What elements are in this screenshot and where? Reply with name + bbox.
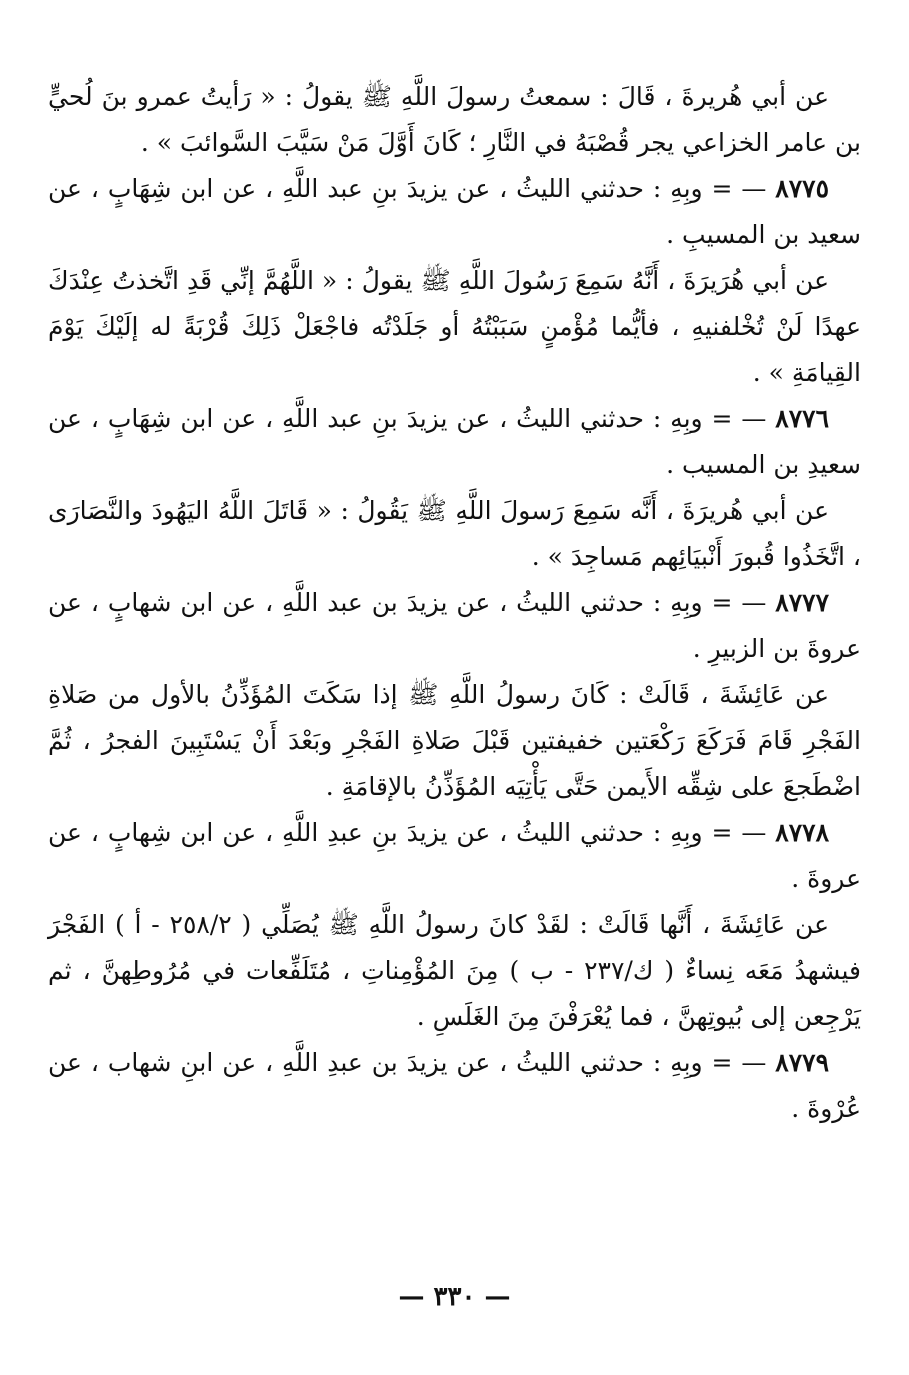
hadith-number: ٨٧٧٥ [775,174,829,203]
hadith-chain-8778: ٨٧٧٨ — = وبِهِ : حدثني الليثُ ، عن يزيدَ بنِ عبدِ اللَّهِ ، عن ابن شِهابٍ ، عن عروةَ . [48,818,861,893]
hadith-text-8774: عن أبي هُريرةَ ، قَالَ : سمعتُ رسولَ اللَّهِ ﷺ يقولُ : « رَأيتُ عمرو بنَ لُحيٍّ بن عامر الخزاعي يجر قُصْبَهُ في النَّارِ ؛ كَانَ أَوَّلَ مَنْ سَيَّبَ السَّوائبَ » . [48,82,861,157]
hadith-number: ٨٧٧٨ [775,818,829,847]
hadith-number: ٨٧٧٩ [775,1048,829,1077]
hadith-text-8775: عن أبي هُرَيرَةَ ، أَنَّهُ سَمِعَ رَسُولَ اللَّهِ ﷺ يقولُ : « اللَّهُمَّ إنِّي قَدِ اتَّخذتُ عِنْدَكَ عهدًا لَنْ تُخْلفنيهِ ، فأيُّما مُؤْمنٍ سَبَبْتُهُ أو جَلَدْتُه فاجْعَلْ ذَلِكَ قُرْبَةً له إلَيْكَ يَوْمَ القِيامَةِ » . [48,266,861,387]
hadith-chain-8775: ٨٧٧٥ — = وبِهِ : حدثني الليثُ ، عن يزيدَ بنِ عبد اللَّهِ ، عن ابن شِهَابٍ ، عن سعيد بن المسيبِ . [48,174,861,249]
hadith-chain-8776: ٨٧٧٦ — = وبِهِ : حدثني الليثُ ، عن يزيدَ بنِ عبد اللَّهِ ، عن ابن شِهَابٍ ، عن سعيدِ بن المسيب . [48,404,861,479]
hadith-chain-8777: ٨٧٧٧ — = وبِهِ : حدثني الليثُ ، عن يزيدَ بن عبد اللَّهِ ، عن ابن شهابٍ ، عن عروةَ بن الزبيرِ . [48,588,861,663]
hadith-text-8778: عن عَائِشَةَ ، أَنَّها قَالَتْ : لقَدْ كانَ رسولُ اللَّهِ ﷺ يُصَلِّي ( ٢٥٨/٢ - أ ) الفَجْرَ فيشهدُ مَعَه نِساءٌ ( ك/٢٣٧ - ب ) مِنَ المُؤْمِناتِ ، مُتَلَفِّعات في مُرُوطِهنَّ ، ثم يَرْجِعن إلى بُيوتِهنَّ ، فما يُعْرَفْنَ مِنَ الغَلَسِ . [48,910,862,1031]
hadith-chain-8779: ٨٧٧٩ — = وبِهِ : حدثني الليثُ ، عن يزيدَ بن عبدِ اللَّهِ ، عن ابنِ شهاب ، عن عُرْوةَ . [48,1048,861,1123]
hadith-text-8776: عن أبي هُريرَةَ ، أَنَّه سَمِعَ رَسولَ اللَّهِ ﷺ يَقُولُ : « قَاتَلَ اللَّهُ اليَهُودَ والنَّصَارَى ، اتَّخَذُوا قُبورَ أَنْبيَائِهم مَساجِدَ » . [48,496,861,571]
page-number: — ٣٣٠ — [398,1282,511,1312]
hadith-text-8777: عن عَائِشَةَ ، قَالَتْ : كَانَ رسولُ اللَّهِ ﷺ إذا سَكَتَ المُؤَذِّنُ بالأول من صَلاةِ الفَجْرِ قَامَ فَرَكَعَ رَكْعَتين خفيفتين قَبْلَ صَلاةِ الفَجْرِ وبَعْدَ أَنْ يَسْتَبِينَ الفجرُ ، ثُمَّ اضْطَجعَ على شِقِّه الأَيمن حَتَّى يَأْتِيَه المُؤَذِّنُ بالإقامَةِ . [48,680,861,801]
hadith-number: ٨٧٧٦ [775,404,829,433]
hadith-number: ٨٧٧٧ [775,588,829,617]
